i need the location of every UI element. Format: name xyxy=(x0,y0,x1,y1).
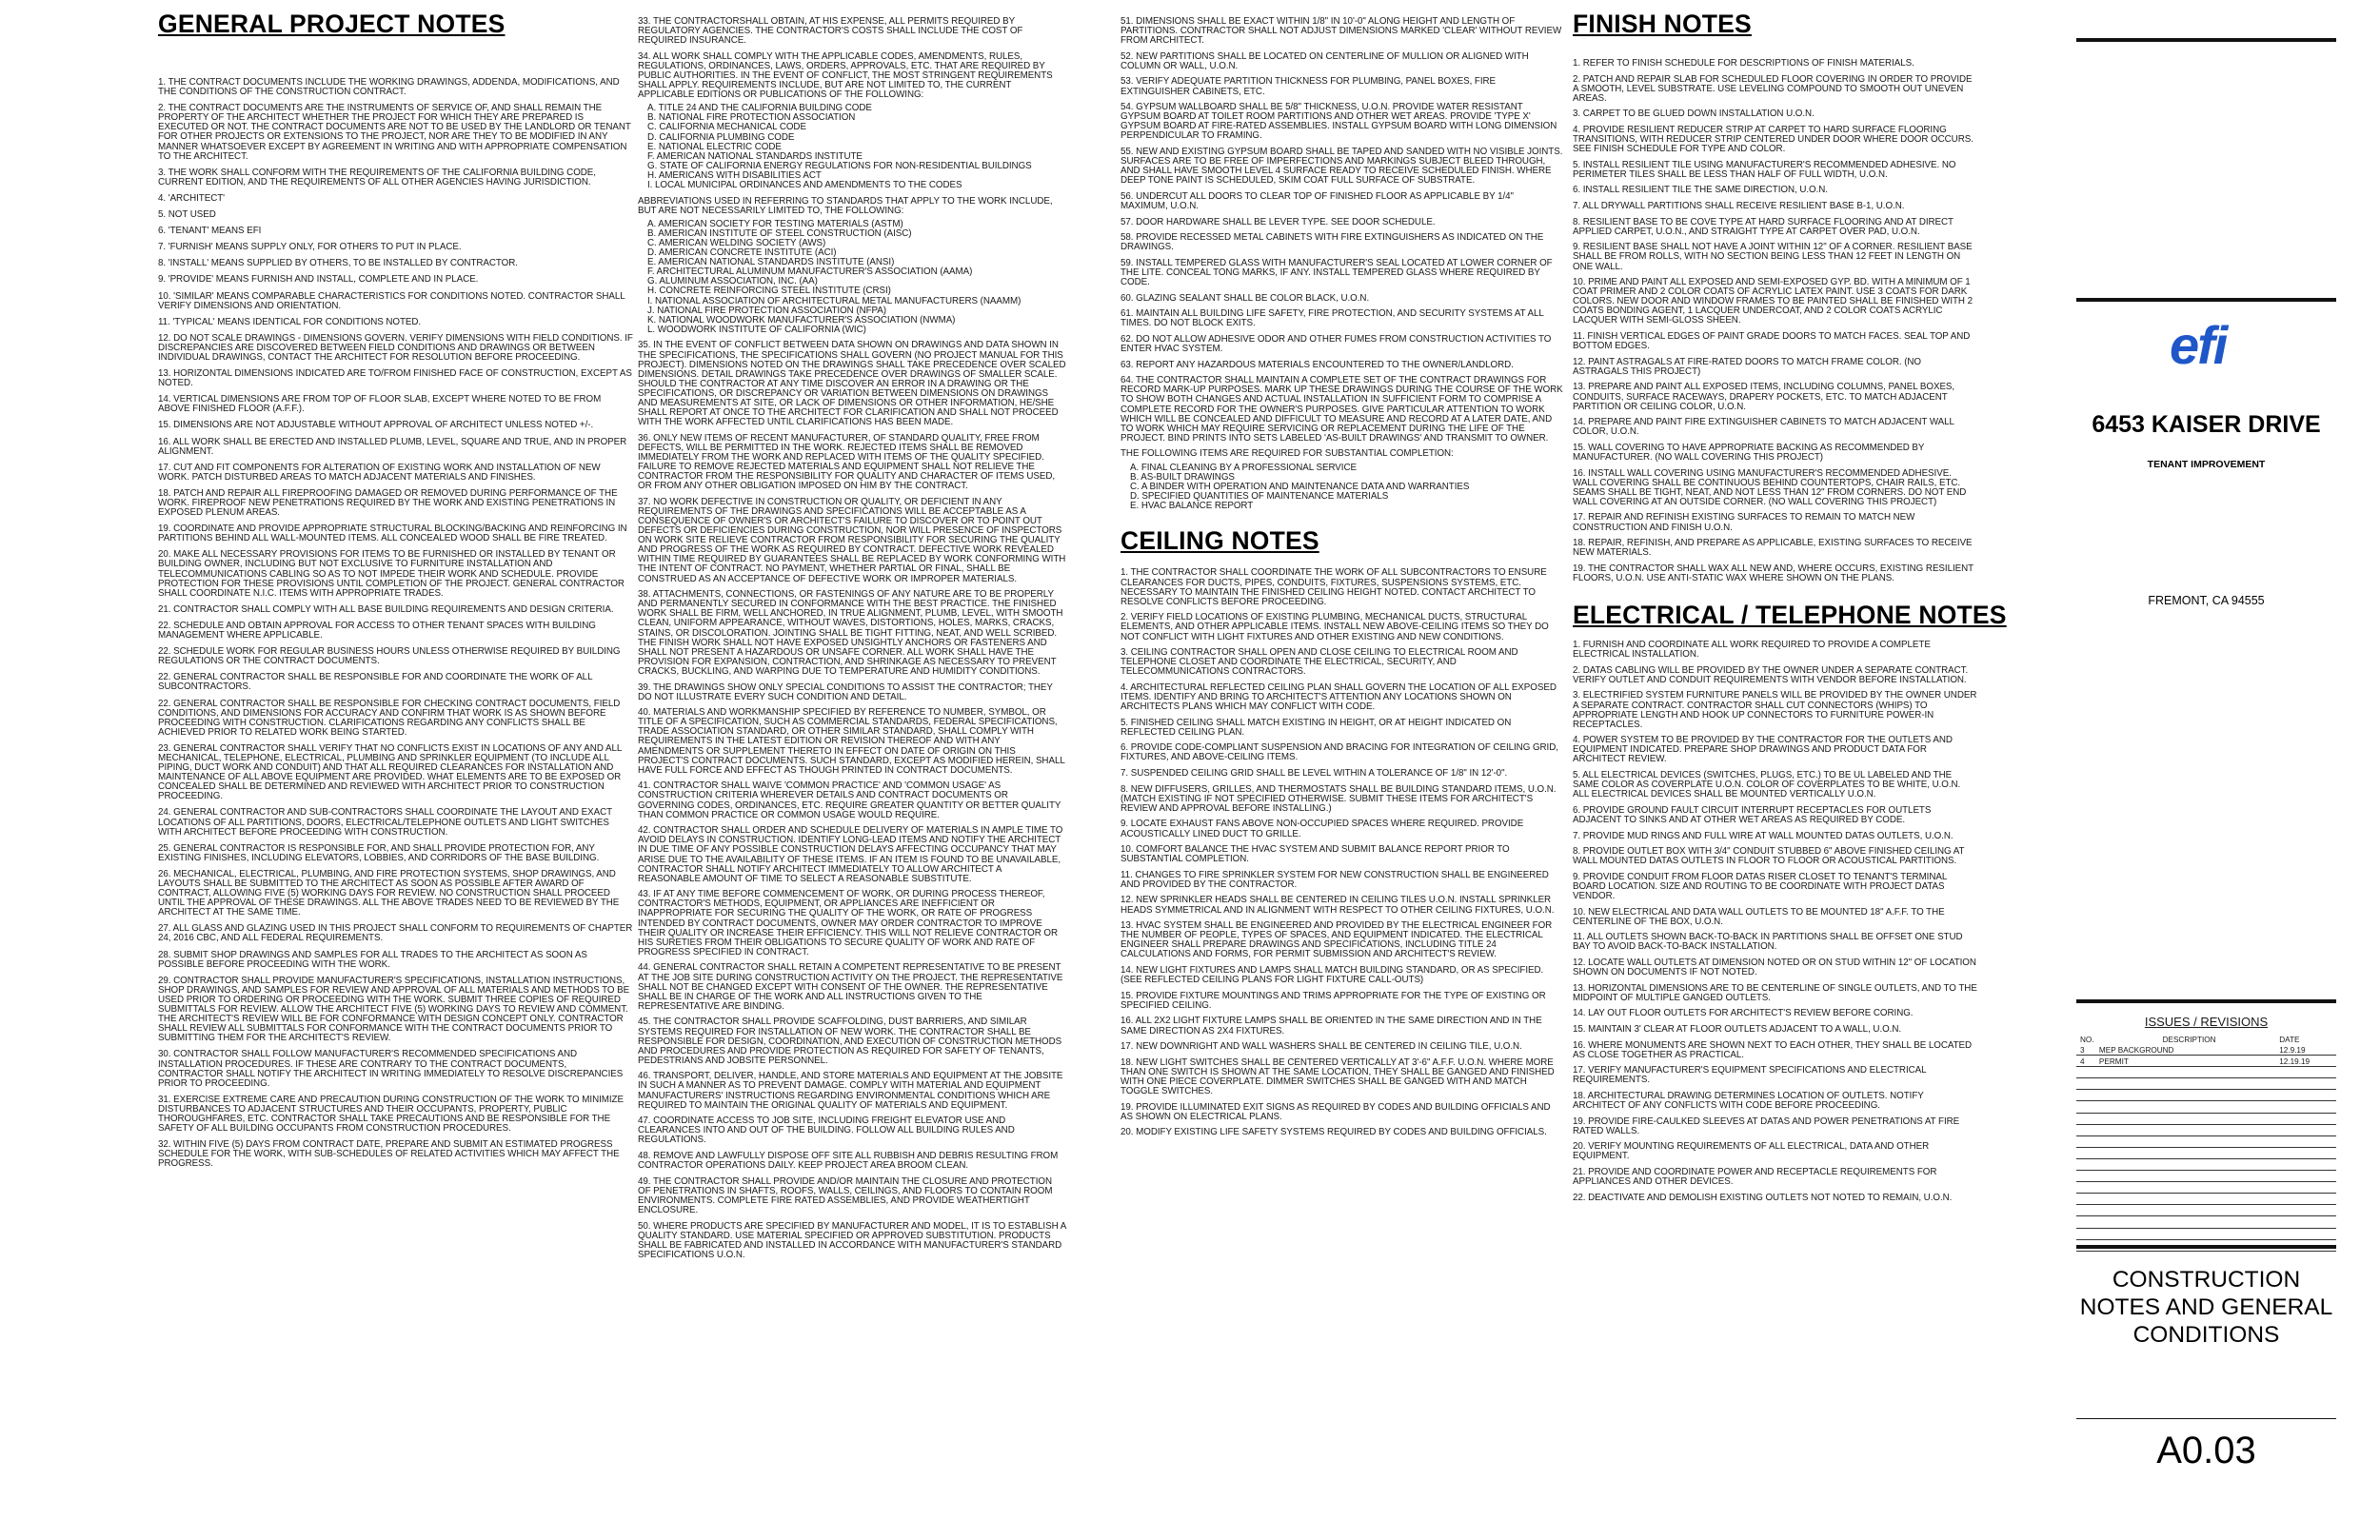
electrical-note-item: 12. LOCATE WALL OUTLETS AT DIMENSION NOTED OR ON STUD WITHIN 12" OF LOCATION SHOWN ON DOCUMENTS IF NOT NOTED. xyxy=(1573,957,1976,978)
revision-row xyxy=(2076,1205,2336,1216)
title-block-rule xyxy=(2076,298,2336,302)
electrical-note-item: 8. PROVIDE OUTLET BOX WITH 3/4" CONDUIT STUBBED 6" ABOVE FINISHED CEILING AT WALL MOUNTED DATAS OUTLETS IN FLOOR TO FLOOR OR ACOUSTICAL PARTITIONS. xyxy=(1573,846,1965,867)
ceiling-note-item: 7. SUSPENDED CEILING GRID SHALL BE LEVEL WITHIN A TOLERANCE OF 1/8" IN 12'-0". xyxy=(1121,768,1508,780)
general-note-text: 40. MATERIALS AND WORKMANSHIP SPECIFIED BY REFERENCE TO NUMBER, SYMBOL, OR TITLE OF A SPECIFICATION, SUCH AS COMMERCIAL STANDARDS, FEDERAL SPECIFICATIONS, TRADE ASSOCIATION STANDARD, OR OTHER SIMILAR STANDARD, SHALL COMPLY WITH REQUIREMENTS IN THE LATEST EDITION OR REVISION THEREOF AND WITH ANY AMENDMENTS OR SUPPLEMENT THERETO IN EFFECT ON DATE OF ORIGIN ON THIS PROJECT'S CONTRACT DOCUMENTS. SUCH STANDARD, EXCEPT AS MODIFIED HEREIN, SHALL HAVE FULL FORCE AND EFFECT AS THOUGH PRINTED IN CONTRACT DOCUMENTS. xyxy=(638,707,1065,776)
electrical-note-item: 14. LAY OUT FLOOR OUTLETS FOR ARCHITECT'S REVIEW BEFORE CORING. xyxy=(1573,1008,1914,1019)
project-location: FREMONT, CA 94555 xyxy=(2148,594,2265,607)
finish-notes-list xyxy=(1573,59,1977,583)
general-note-item: 59. INSTALL TEMPERED GLASS WITH MANUFACTURER'S SEAL LOCATED AT LOWER CORNER OF THE LITE. CONCEAL TONG MARKS, IF ANY. INSTALL TEMPERED GLASS WHERE REQUIRED BY CODE. xyxy=(1121,257,1553,288)
general-note-item: 62. DO NOT ALLOW ADHESIVE ODOR AND OTHER FUMES FROM CONSTRUCTION ACTIVITIES TO ENTER HVAC SYSTEM. xyxy=(1121,333,1552,355)
general-note-subitem: D. CALIFORNIA PLUMBING CODE xyxy=(647,131,795,143)
general-note-subitem: B. AMERICAN INSTITUTE OF STEEL CONSTRUCTION (AISC) xyxy=(647,227,912,239)
general-note-item xyxy=(638,1072,1066,1110)
electrical-note-item: 2. DATAS CABLING WILL BE PROVIDED BY THE OWNER UNDER A SEPARATE CONTRACT. VERIFY OUTLET AND CONDUIT REQUIREMENTS WITH VENDOR BEFORE INSTALLATION. xyxy=(1573,664,1969,685)
general-note-item xyxy=(638,708,1066,776)
general-note-text: 33. THE CONTRACTORSHALL OBTAIN, AT HIS EXPENSE, ALL PERMITS REQUIRED BY REGULATORY AGENCIES. THE CONTRACTOR'S COSTS SHALL INCLUDE THE COST OF REQUIRED INSURANCE. xyxy=(638,16,1023,47)
general-note-subitem: J. NATIONAL FIRE PROTECTION ASSOCIATION (NFPA) xyxy=(647,305,886,316)
revision-row xyxy=(2076,1216,2336,1228)
revision-row xyxy=(2076,1078,2336,1090)
rev-header-desc: DESCRIPTION xyxy=(2162,1036,2216,1044)
finish-note-item: 1. REFER TO FINISH SCHEDULE FOR DESCRIPTIONS OF FINISH MATERIALS. xyxy=(1573,58,1914,69)
ceiling-note-item: 9. LOCATE EXHAUST FANS ABOVE NON-OCCUPIED SPACES WHERE REQUIRED. PROVIDE ACOUSTICALLY LINED DUCT TO GRILLE. xyxy=(1121,819,1524,839)
general-note-item xyxy=(638,590,1066,677)
revision-row xyxy=(2076,1136,2336,1148)
sheet-number: A0.03 xyxy=(2156,1430,2256,1471)
electrical-note-item: 1. FURNISH AND COORDINATE ALL WORK REQUIRED TO PROVIDE A COMPLETE ELECTRICAL INSTALLATION. xyxy=(1573,640,1931,661)
general-note-item: 17. CUT AND FIT COMPONENTS FOR ALTERATION OF EXISTING WORK AND INSTALLATION OF NEW WORK. PATCH DISTURBED AREAS TO MATCH ADJACENT MATERIALS AND FINISHES. xyxy=(158,462,601,483)
ceiling-note-item: 2. VERIFY FIELD LOCATIONS OF EXISTING PLUMBING, MECHANICAL DUCTS, STRUCTURAL ELEMENTS, AND OTHER APPLICABLE ITEMS. INSTALL NEW ABOVE-CEILING ITEMS SO THEY DO NOT CONFLICT WITH LIGHT FIXTURES AND OTHER EXISTING AND NEW CONDITIONS. xyxy=(1121,612,1549,642)
general-note-subitem: E. AMERICAN NATIONAL STANDARDS INSTITUTE (ANSI) xyxy=(647,257,895,268)
general-note-subitem: C. CALIFORNIA MECHANICAL CODE xyxy=(647,122,806,133)
ceiling-note-item: 6. PROVIDE CODE-COMPLIANT SUSPENSION AND BRACING FOR INTEGRATION OF CEILING GRID, FIXTURES, AND ABOVE-CEILING ITEMS. xyxy=(1121,742,1558,763)
revisions-title: ISSUES / REVISIONS xyxy=(2144,1015,2269,1029)
electrical-note-item: 20. VERIFY MOUNTING REQUIREMENTS OF ALL ELECTRICAL, DATA AND OTHER EQUIPMENT. xyxy=(1573,1141,1930,1162)
finish-note-item: 7. ALL DRYWALL PARTITIONS SHALL RECEIVE RESILIENT BASE B-1, U.O.N. xyxy=(1573,201,1905,212)
finish-note-item: 6. INSTALL RESILIENT TILE THE SAME DIRECTION, U.O.N. xyxy=(1573,185,1828,196)
general-note-text: 35. IN THE EVENT OF CONFLICT BETWEEN DATA SHOWN ON DRAWINGS AND DATA SHOWN IN THE SPECIFICATIONS, THE SPECIFICATIONS SHALL GOVERN (NO PROJECT MANUAL FOR THIS PROJECT). DIMENSIONS NOTED ON THE DRAWINGS SHALL TAKE PRECEDENCE OVER SCALED DIMENSIONS. DETAIL DRAWINGS TAKE PRECEDENCE OVER DRAWINGS OF SMALLER SCALE. SHOULD THE CONTRACTOR AT ANY TIME DISCOVER AN ERROR IN A DRAWING OR THE SPECIFICATIONS, OR DISCREPANCY OR VARIATION BETWEEN DIMENSIONS ON DRAWINGS AND MEASUREMENTS AT SITE, OR LACK OF DIMENSIONS OR OTHER INFORMATION, HE/SHE SHALL REPORT AT ONCE TO THE ARCHITECT FOR CLARIFICATION AND SHALL NOT PROCEED WITH THE WORK AFFECTED UNTIL CLARIFICATIONS HAS BEEN MADE. xyxy=(638,340,1066,428)
electrical-note-item: 22. DEACTIVATE AND DEMOLISH EXISTING OUTLETS NOT NOTED TO REMAIN, U.O.N. xyxy=(1573,1192,1953,1203)
completion-item: E. HVAC BALANCE REPORT xyxy=(1130,501,1254,512)
project-type: TENANT IMPROVEMENT xyxy=(2147,459,2266,470)
general-note-text: 49. THE CONTRACTOR SHALL PROVIDE AND/OR MAINTAIN THE CLOSURE AND PROTECTION OF PENETRATIONS IN SHAFTS, ROOFS, WALLS, CEILINGS, AND FLOORS TO CONTAIN ROOM ENVIRONMENTS. COMPLETE FIRE RATED ASSEMBLIES, AND PROVIDE WEATHERTIGHT ENCLOSURE. xyxy=(638,1175,1053,1215)
general-note-item xyxy=(638,1017,1066,1065)
general-note-item: 2. THE CONTRACT DOCUMENTS ARE THE INSTRUMENTS OF SERVICE OF, AND SHALL REMAIN THE PROPERTY OF THE ARCHITECT WHETHER THE PROJECT FOR WHICH THEY ARE PREPARED IS EXECUTED OR NOT. THE CONTRACT DOCUMENTS ARE NOT TO BE USED BY THE LANDLORD OR TENANT FOR OTHER PROJECTS OR EXTENSIONS TO THE PROJECT, NOR ARE THEY TO BE MODIFIED IN ANY MANNER WHATSOEVER EXCEPT BY AGREEMENT IN WRITING AND WITH APPROPRIATE COMPENSATION TO THE ARCHITECT. xyxy=(158,103,631,162)
general-notes-list-2 xyxy=(638,17,1066,1260)
general-note-item: 22. SCHEDULE AND OBTAIN APPROVAL FOR ACCESS TO OTHER TENANT SPACES WITH BUILDING MANAGEMENT WHERE APPLICABLE. xyxy=(158,620,596,642)
finish-note-item: 9. RESILIENT BASE SHALL NOT HAVE A JOINT WITHIN 12" OF A CORNER. RESILIENT BASE SHALL BE FROM ROLLS, WITH NO SECTION BEING LESS THAN 12 FEET IN LENGTH ON ONE WALL. xyxy=(1573,242,1973,272)
general-note-subitem: G. ALUMINUM ASSOCIATION, INC. (AA) xyxy=(647,276,818,287)
finish-note-item: 15. WALL COVERING TO HAVE APPROPRIATE BACKING AS RECOMMENDED BY MANUFACTURER. (NO WALL COVERING THIS PROJECT) xyxy=(1573,442,1925,463)
revision-row xyxy=(2076,1194,2336,1205)
completion-item: A. FINAL CLEANING BY A PROFESSIONAL SERVICE xyxy=(1130,462,1357,473)
general-note-item xyxy=(638,17,1066,46)
general-note-item: 56. UNDERCUT ALL DOORS TO CLEAR TOP OF FINISHED FLOOR AS APPLICABLE BY 1/4" MAXIMUM, U.O.N. xyxy=(1121,190,1514,211)
general-note-item xyxy=(638,683,1066,702)
general-note-item: 10. 'SIMILAR' MEANS COMPARABLE CHARACTERISTICS FOR CONDITIONS NOTED. CONTRACTOR SHALL VERIFY DIMENSIONS AND ORIENTATION. xyxy=(158,290,625,311)
ceiling-note-item: 15. PROVIDE FIXTURE MOUNTINGS AND TRIMS APPROPRIATE FOR THE TYPE OF EXISTING OR SPECIFIED CEILING. xyxy=(1121,990,1546,1011)
revision-no: 3 xyxy=(2080,1046,2085,1056)
ceiling-note-item: 16. ALL 2X2 LIGHT FIXTURE LAMPS SHALL BE ORIENTED IN THE SAME DIRECTION AND IN THE SAME DIRECTION AS 2X4 FIXTURES. xyxy=(1121,1016,1542,1037)
revision-row xyxy=(2076,1044,2336,1056)
finish-note-item: 8. RESILIENT BASE TO BE COVE TYPE AT HARD SURFACE FLOORING AND AT DIRECT APPLIED CARPET, U.O.N., AND STRAIGHT TYPE AT CARPET OVER PAD, U.O.N. xyxy=(1573,216,1954,237)
finish-note-item: 2. PATCH AND REPAIR SLAB FOR SCHEDULED FLOOR COVERING IN ORDER TO PROVIDE A SMOOTH, LEVEL SUBSTRATE. USE LEVELING COMPOUND TO SMOOTH OUT UNEVEN AREAS. xyxy=(1573,73,1973,104)
general-note-item: 9. 'PROVIDE' MEANS FURNISH AND INSTALL, COMPLETE AND IN PLACE. xyxy=(158,274,479,286)
general-note-item: 22. GENERAL CONTRACTOR SHALL BE RESPONSIBLE FOR AND COORDINATE THE WORK OF ALL SUBCONTRACTORS. xyxy=(158,672,593,693)
sheet-title: CONSTRUCTION NOTES AND GENERAL CONDITIONS xyxy=(2079,1267,2333,1348)
general-note-text: 37. NO WORK DEFECTIVE IN CONSTRUCTION OR QUALITY, OR DEFICIENT IN ANY REQUIREMENTS OF THE DRAWINGS AND SPECIFICATIONS WILL BE ACCEPTABLE AS A CONSEQUENCE OF OWNER'S OR ARCHITECT'S FAILURE TO DISCOVER OR TO POINT OUT DEFECTS OR DEFICIENCIES DURING CONSTRUCTION, NOR WILL PRESENCE OF INSPECTORS ON WORK SITE RELIEVE CONTRACTOR FROM RESPONSIBILITY FOR SECURING THE QUALITY AND PROGRESS OF THE WORK AS REQUIRED BY CONTRACT. DEFECTIVE WORK REVEALED WITHIN TIME REQUIRED BY GUARANTEES SHALL BE REPLACED BY WORK CONFORMING WITH THE INTENT OF CONTRACT. NO PAYMENT, WHETHER PARTIAL OR FINAL, SHALL BE CONSTRUED AS AN ACCEPTANCE OF DEFECTIVE WORK OR IMPROPER MATERIALS. xyxy=(638,496,1066,584)
general-note-subitem: E. NATIONAL ELECTRIC CODE xyxy=(647,141,782,152)
revision-row xyxy=(2076,1159,2336,1171)
revision-row xyxy=(2076,1090,2336,1101)
finish-notes-title: FINISH NOTES xyxy=(1573,10,1752,38)
general-note-item xyxy=(638,826,1066,884)
general-note-item xyxy=(638,341,1066,427)
electrical-note-item: 7. PROVIDE MUD RINGS AND FULL WIRE AT WALL MOUNTED DATAS OUTLETS, U.O.N. xyxy=(1573,830,1954,841)
general-note-item: 28. SUBMIT SHOP DRAWINGS AND SAMPLES FOR ALL TRADES TO THE ARCHITECT AS SOON AS POSSIBLE BEFORE PROCEEDING WITH THE WORK. xyxy=(158,949,587,970)
general-note-item: 54. GYPSUM WALLBOARD SHALL BE 5/8" THICKNESS, U.O.N. PROVIDE WATER RESISTANT GYPSUM BOARD AT TOILET ROOM PARTITIONS AND OTHER WET AREAS. PROVIDE 'TYPE X' GYPSUM BOARD AT FIRE-RATED ASSEMBLIES. INSTALL GYPSUM BOARD WITH LONG DIMENSION PERPENDICULAR TO FRAMING. xyxy=(1121,102,1557,142)
general-notes-title: GENERAL PROJECT NOTES xyxy=(158,10,506,38)
electrical-note-item: 3. ELECTRIFIED SYSTEM FURNITURE PANELS WILL BE PROVIDED BY THE OWNER UNDER A SEPARATE CONTRACT. CONTRACTOR SHALL CUT CONNECTORS (WHIPS) TO APPROPRIATE LENGTH AND HOOK UP CONNECTORS TO FURNITURE POWER-IN RECEPTACLES. xyxy=(1573,690,1977,730)
general-note-text: 34. ALL WORK SHALL COMPLY WITH THE APPLICABLE CODES, AMENDMENTS, RULES, REGULATIONS, ORDINANCES, LAWS, ORDERS, APPROVALS, ETC. THAT ARE REQUIRED BY PUBLIC AUTHORITIES. IN THE EVENT OF CONFLICT, THE MOST STRINGENT REQUIREMENTS SHALL APPLY. REQUIREMENTS INCLUDE, BUT ARE NOT LIMITED TO, THE CURRENT APPLICABLE EDITIONS OR PUBLICATIONS OF THE FOLLOWING: xyxy=(638,50,1053,101)
general-note-subitem: A. AMERICAN SOCIETY FOR TESTING MATERIALS (ASTM) xyxy=(647,218,903,229)
general-note-item xyxy=(638,1222,1066,1260)
electrical-note-item: 19. PROVIDE FIRE-CAULKED SLEEVES AT DATAS AND POWER PENETRATIONS AT FIRE RATED WALLS. xyxy=(1573,1116,1960,1136)
revision-date: 12.9.19 xyxy=(2279,1046,2306,1056)
ceiling-notes-title: CEILING NOTES xyxy=(1121,526,1319,556)
general-note-subitem: K. NATIONAL WOODWORK MANUFACTURER'S ASSOCIATION (NWMA) xyxy=(647,314,956,326)
ceiling-note-item: 19. PROVIDE ILLUMINATED EXIT SIGNS AS REQUIRED BY CODES AND BUILDING OFFICIALS AND AS SHOWN ON ELECTRICAL PLANS. xyxy=(1121,1101,1551,1122)
ceiling-note-item: 17. NEW DOWNRIGHT AND WALL WASHERS SHALL BE CENTERED IN CEILING TILE, U.O.N. xyxy=(1121,1041,1522,1053)
revision-row xyxy=(2076,1182,2336,1194)
title-block-rule xyxy=(2076,999,2336,1003)
general-note-item: 25. GENERAL CONTRACTOR IS RESPONSIBLE FOR, AND SHALL PROVIDE PROTECTION FOR, ANY EXISTING FINISHES, INCLUDING ELEVATORS, LOBBIES, AND CORRIDORS OF THE BASE BUILDING. xyxy=(158,842,600,863)
general-note-text: ABBREVIATIONS USED IN REFERRING TO STANDARDS THAT APPLY TO THE WORK INCLUDE, BUT ARE NOT NECESSARILY LIMITED TO, THE FOLLOWING: xyxy=(638,195,1053,216)
general-note-text: 47. COORDINATE ACCESS TO JOB SITE, INCLUDING FREIGHT ELEVATOR USE AND CLEARANCES INTO AND OUT OF THE BUILDING. FOLLOW ALL BUILDING RULES AND REGULATIONS. xyxy=(638,1116,1015,1146)
general-note-item: 13. HORIZONTAL DIMENSIONS INDICATED ARE TO/FROM FINISHED FACE OF CONSTRUCTION, EXCEPT AS NOTED. xyxy=(158,368,632,389)
rev-header-date: DATE xyxy=(2279,1036,2300,1044)
ceiling-note-item: 13. HVAC SYSTEM SHALL BE ENGINEERED AND PROVIDED BY THE ELECTRICAL ENGINEER FOR THE NUMBER OF PEOPLE, TYPES OF SPACES, AND EQUIPMENT INDICATED. THE ELECTRICAL ENGINEER SHALL PREPARE DRAWINGS AND SPECIFICATIONS, INCLUDING TITLE 24 CALCULATIONS AND FORMS, FOR PERMIT SUBMISSION AND ARCHITECT'S REVIEW. xyxy=(1121,920,1553,960)
electrical-note-item: 4. POWER SYSTEM TO BE PROVIDED BY THE CONTRACTOR FOR THE OUTLETS AND EQUIPMENT INDICATED. PREPARE SHOP DRAWINGS AND PRODUCT DATA FOR ARCHITECT REVIEW. xyxy=(1573,735,1953,765)
finish-note-item: 10. PRIME AND PAINT ALL EXPOSED AND SEMI-EXPOSED GYP. BD. WITH A MINIMUM OF 1 COAT PRIMER AND 2 COLOR COATS OF ACRYLIC LATEX PAINT. USE 3 COATS FOR DARK COLORS. NEW DOOR AND WINDOW FRAMES TO BE PAINTED SHALL BE FINISHED WITH 2 COATS BONDING AGENT, 1 LACQUER UNDERCOAT, AND 2 COLOR COATS ACRYLIC LACQUER WITH SEMI-GLOSS SHEEN. xyxy=(1573,277,1973,326)
general-note-item: 22. GENERAL CONTRACTOR SHALL BE RESPONSIBLE FOR CHECKING CONTRACT DOCUMENTS, FIELD CONDITIONS, AND DIMENSIONS FOR ACCURACY AND CONFIRM THAT WORK IS AS SHOWN BEFORE PROCEEDING WITH CONSTRUCTION. CLARIFICATIONS REGARDING ANY CONFLICTS SHALL BE ACHIEVED PRIOR TO RELATED WORK BEING STARTED. xyxy=(158,698,621,738)
ceiling-note-item: 18. NEW LIGHT SWITCHES SHALL BE CENTERED VERTICALLY AT 3'-6" A.F.F. U.O.N. WHERE MORE THAN ONE SWITCH IS SHOWN AT THE SAME LOCATION, THEY SHALL BE GANGED AND FINISHED WITH ONE PIECE COVERPLATE. DIMMER SWITCHES SHALL BE GANGED WITH AND MATCH TOGGLE SWITCHES. xyxy=(1121,1056,1555,1096)
general-note-item xyxy=(638,434,1066,492)
rev-header-no: NO. xyxy=(2080,1036,2094,1044)
general-note-text: 43. IF AT ANY TIME BEFORE COMMENCEMENT OF WORK, OR DURING PROCESS THEREOF, CONTRACTOR'S METHODS, EQUIPMENT, OR APPLIANCES ARE INEFFICIENT OR INAPPROPRIATE FOR SECURING THE QUALITY OF THE WORK, OR RATE OF PROGRESS INTENDED BY CONTRACT DOCUMENTS, OWNER MAY ORDER CONTRACTOR TO IMPROVE THEIR QUALITY OR INCREASE THEIR EFFICIENCY. THIS WILL NOT RELIEVE CONTRACTOR OR HIS SURETIES FROM THEIR OBLIGATIONS TO SECURE QUALITY OF WORK AND RATE OF PROGRESS SPECIFIED IN CONTRACT. xyxy=(638,889,1058,958)
general-note-text: 44. GENERAL CONTRACTOR SHALL RETAIN A COMPETENT REPRESENTATIVE TO BE PRESENT AT THE JOB SITE DURING CONSTRUCTION ACTIVITY ON THE PROJECT. THE REPRESENTATIVE SHALL NOT BE CHANGED EXCEPT WITH CONSENT OF THE OWNER. THE REPRESENTATIVE SHALL BE IN CHARGE OF THE WORK AND ALL INSTRUCTIONS GIVEN TO THE REPRESENTATIVE ARE BINDING. xyxy=(638,962,1063,1012)
revision-row xyxy=(2076,1067,2336,1078)
general-note-sublist xyxy=(638,220,1066,335)
general-note-item: 5. NOT USED xyxy=(158,209,216,221)
general-note-item: 20. MAKE ALL NECESSARY PROVISIONS FOR ITEMS TO BE FURNISHED OR INSTALLED BY TENANT OR BUILDING OWNER, INCLUDING BUT NOT EXCLUSIVE TO FURNITURE INSTALLATION AND TELECOMMUNICATIONS CABLING SO AS TO NOT IMPEDE THEIR WORK AND SCHEDULE. PROVIDE PROTECTION FOR THESE PROVISIONS UNTIL COMPLETION OF THE PROJECT. GENERAL CONTRACTOR SHALL COORDINATE N.I.C. ITEMS WITH APPROPRIATE TRADES. xyxy=(158,549,625,599)
ceiling-notes-list xyxy=(1121,568,1563,1137)
general-note-item: 24. GENERAL CONTRACTOR AND SUB-CONTRACTORS SHALL COORDINATE THE LAYOUT AND EXACT LOCATIONS OF ALL PARTITIONS, DOORS, ELECTRICAL/TELEPHONE OUTLETS AND LIGHT SWITCHES WITH ARCHITECT BEFORE PROCEEDING WITH CONSTRUCTION. xyxy=(158,807,612,838)
revisions-rows xyxy=(2076,1044,2336,1252)
electrical-note-item: 21. PROVIDE AND COORDINATE POWER AND RECEPTACLE REQUIREMENTS FOR APPLIANCES AND OTHER DEVICES. xyxy=(1573,1166,1937,1188)
general-note-item: 27. ALL GLASS AND GLAZING USED IN THIS PROJECT SHALL CONFORM TO REQUIREMENTS OF CHAPTER 24, 2016 CBC, AND ALL FEDERAL REQUIREMENTS. xyxy=(158,923,633,944)
finish-note-item: 4. PROVIDE RESILIENT REDUCER STRIP AT CARPET TO HARD SURFACE FLOORING TRANSITIONS, WITH REDUCER STRIP CENTERED UNDER DOOR WHERE DOOR OCCURS. SEE FINISH SCHEDULE FOR TYPE AND COLOR. xyxy=(1573,124,1973,155)
electrical-note-item: 6. PROVIDE GROUND FAULT CIRCUIT INTERRUPT RECEPTACLES FOR OUTLETS ADJACENT TO SINKS AND AT OTHER WET AREAS AS REQUIRED BY CODE. xyxy=(1573,804,1932,825)
title-block-rule xyxy=(2076,1245,2336,1249)
general-notes-list-3 xyxy=(1121,17,1563,459)
electrical-note-item: 18. ARCHITECTURAL DRAWING DETERMINES LOCATION OF OUTLETS. NOTIFY ARCHITECT OF ANY CONFLICTS WITH CODE BEFORE PROCEEDING. xyxy=(1573,1090,1924,1111)
ceiling-note-item: 12. NEW SPRINKLER HEADS SHALL BE CENTERED IN CEILING TILES U.O.N. INSTALL SPRINKLER HEADS SYMMETRICAL AND IN ALIGNMENT WITH RESPECT TO OTHER CEILING FIXTURES, U.O.N. xyxy=(1121,895,1555,916)
electrical-note-item: 15. MAINTAIN 3' CLEAR AT FLOOR OUTLETS ADJACENT TO A WALL, U.O.N. xyxy=(1573,1023,1902,1035)
finish-note-item: 5. INSTALL RESILIENT TILE USING MANUFACTURER'S RECOMMENDED ADHESIVE. NO PERIMETER TILES SHALL BE LESS THAN HALF OF FULL WIDTH, U.O.N. xyxy=(1573,159,1956,180)
general-note-item: 57. DOOR HARDWARE SHALL BE LEVER TYPE. SEE DOOR SCHEDULE. xyxy=(1121,216,1436,227)
general-notes-column-2 xyxy=(638,0,1066,1266)
general-note-item: 32. WITHIN FIVE (5) DAYS FROM CONTRACT DATE, PREPARE AND SUBMIT AN ESTIMATED PROGRESS SCHEDULE FOR THE WORK, WITH SUB-SCHEDULES OF RELATED ACTIVITIES WHICH MAY AFFECT THE PROGRESS. xyxy=(158,1139,620,1170)
general-note-item: 8. 'INSTALL' MEANS SUPPLIED BY OTHERS, TO BE INSTALLED BY CONTRACTOR. xyxy=(158,258,518,269)
general-note-subitem: C. AMERICAN WELDING SOCIETY (AWS) xyxy=(647,237,826,248)
title-block-rule xyxy=(2076,1418,2336,1419)
ceiling-note-item: 11. CHANGES TO FIRE SPRINKLER SYSTEM FOR NEW CONSTRUCTION SHALL BE ENGINEERED AND PROVIDED BY THE CONTRACTOR. xyxy=(1121,869,1549,890)
finish-note-item: 14. PREPARE AND PAINT FIRE EXTINGUISHER CABINETS TO MATCH ADJACENT WALL COLOR, U.O.N. xyxy=(1573,417,1954,438)
completion-item: B. AS-BUILT DRAWINGS xyxy=(1130,472,1235,484)
finish-note-item: 19. THE CONTRACTOR SHALL WAX ALL NEW AND, WHERE OCCURS, EXISTING RESILIENT FLOORS, U.O.N. USE ANTI-STATIC WAX WHERE SHOWN ON THE PLANS. xyxy=(1573,563,1973,583)
general-note-item: 19. COORDINATE AND PROVIDE APPROPRIATE STRUCTURAL BLOCKING/BACKING AND REINFORCING IN PARTITIONS BEHIND ALL WALL-MOUNTED ITEMS. ALL CONCEALED WOOD SHALL BE FIRE TREATED. xyxy=(158,523,627,544)
general-note-item: 22. SCHEDULE WORK FOR REGULAR BUSINESS HOURS UNLESS OTHERWISE REQUIRED BY BUILDING REGULATIONS OR THE CONTRACT DOCUMENTS. xyxy=(158,646,621,667)
general-note-text: 48. REMOVE AND LAWFULLY DISPOSE OFF SITE ALL RUBBISH AND DEBRIS RESULTING FROM CONTRACTOR OPERATIONS DAILY. KEEP PROJECT AREA BROOM CLEAN. xyxy=(638,1151,1059,1172)
electrical-notes-list xyxy=(1573,641,1977,1203)
general-note-subitem: I. LOCAL MUNICIPAL ORDINANCES AND AMENDMENTS TO THE CODES xyxy=(647,180,962,190)
finish-note-item: 11. FINISH VERTICAL EDGES OF PAINT GRADE DOORS TO MATCH FACES. SEAL TOP AND BOTTOM EDGES. xyxy=(1573,331,1971,352)
general-note-item: 26. MECHANICAL, ELECTRICAL, PLUMBING, AND FIRE PROTECTION SYSTEMS, SHOP DRAWINGS, AND LAYOUTS SHALL BE SUBMITTED TO THE ARCHITECT AS SOON AS POSSIBLE AFTER AWARD OF CONTRACT, ALLOWING FIVE (5) WORKING DAYS FOR REVIEW. NO CONSTRUCTION SHALL PROCEED UNTIL THE APPROVAL OF THESE DRAWINGS. ALL THE ABOVE TRADES NEED TO BE REVIEWED BY THE ARCHITECT AT THE SAME TIME. xyxy=(158,868,620,918)
general-note-item: 63. REPORT ANY HAZARDOUS MATERIALS ENCOUNTERED TO THE OWNER/LANDLORD. xyxy=(1121,359,1514,370)
revision-desc: PERMIT xyxy=(2098,1057,2129,1067)
ceiling-note-item: 20. MODIFY EXISTING LIFE SAFETY SYSTEMS REQUIRED BY CODES AND BUILDING OFFICIALS. xyxy=(1121,1127,1547,1138)
electrical-note-item: 5. ALL ELECTRICAL DEVICES (SWITCHES, PLUGS, ETC.) TO BE UL LABELED AND THE SAME COLOR AS COVERPLATE U.O.N. COLOR OF COVERPLATES TO BE WHITE, U.O.N. ALL ELECTRICAL DEVICES SHALL BE MOUNTED VERTICALLY U.O.N. xyxy=(1573,770,1961,800)
ceiling-note-item: 5. FINISHED CEILING SHALL MATCH EXISTING IN HEIGHT, OR AT HEIGHT INDICATED ON REFLECTED CEILING PLAN. xyxy=(1121,717,1512,738)
general-note-item xyxy=(638,52,1066,190)
general-note-subitem: H. CONCRETE REINFORCING STEEL INSTITUTE (CRSI) xyxy=(647,286,891,297)
revision-date: 12.19.19 xyxy=(2279,1057,2311,1067)
completion-item: D. SPECIFIED QUANTITIES OF MAINTENANCE MATERIALS xyxy=(1130,491,1389,503)
revision-row xyxy=(2076,1114,2336,1125)
general-note-item: 61. MAINTAIN ALL BUILDING LIFE SAFETY, FIRE PROTECTION, AND SECURITY SYSTEMS AT ALL TIMES. DO NOT BLOCK EXITS. xyxy=(1121,308,1544,329)
general-note-item: 23. GENERAL CONTRACTOR SHALL VERIFY THAT NO CONFLICTS EXIST IN LOCATIONS OF ANY AND ALL MECHANICAL, TELEPHONE, ELECTRICAL, PLUMBING AND SPRINKLER EQUIPMENT (TO INCLUDE ALL PIPING, DUCT WORK AND CONDUIT) AND THAT ALL REQUIRED CLEARANCES FOR INSTALLATION AND MAINTENANCE OF ALL ABOVE EQUIPMENT ARE PROVIDED. WHAT ELEMENTS ARE TO BE EXPOSED OR CONCEALED SHALL BE DETERMINED AND REVIEWED WITH ARCHITECT PRIOR TO CONSTRUCTION PROCEEDING. xyxy=(158,742,622,802)
general-note-item: 21. CONTRACTOR SHALL COMPLY WITH ALL BASE BUILDING REQUIREMENTS AND DESIGN CRITERIA. xyxy=(158,603,614,615)
general-note-text: 42. CONTRACTOR SHALL ORDER AND SCHEDULE DELIVERY OF MATERIALS IN AMPLE TIME TO AVOID DELAYS IN CONSTRUCTION. IDENTIFY LONG-LEAD ITEMS AND NOTIFY THE ARCHITECT IN DUE TIME OF ANY POSSIBLE CONSTRUCTION DELAYS AFFECTING OCCUPANCY THAT MAY ARISE DUE TO THE AVAILABILITY OF THESE ITEMS. IF AN ITEM IS FOUND TO BE UNAVAILABLE, CONTRACTOR SHALL NOTIFY ARCHITECT IMMEDIATELY TO ALLOW ARCHITECT A REASONABLE AMOUNT OF TIME TO SELECT A REASONABLE SUBSTITUTE. xyxy=(638,825,1063,884)
ceiling-note-item: 1. THE CONTRACTOR SHALL COORDINATE THE WORK OF ALL SUBCONTRACTORS TO ENSURE CLEARANCES FOR DUCTS, PIPES, CONDUITS, FIXTURES, SUSPENSIONS SYSTEMS, ETC. NECESSARY TO MAINTAIN THE FINISHED CEILING HEIGHT NOTED. CONTACT ARCHITECT TO RESOLVE CONFLICTS BEFORE PROCEEDING. xyxy=(1121,567,1547,607)
finish-note-item: 12. PAINT ASTRAGALS AT FIRE-RATED DOORS TO MATCH FRAME COLOR. (NO ASTRAGALS THIS PROJECT) xyxy=(1573,356,1922,377)
revision-row xyxy=(2076,1148,2336,1159)
general-note-subitem: B. NATIONAL FIRE PROTECTION ASSOCIATION xyxy=(647,112,856,124)
electrical-note-item: 16. WHERE MONUMENTS ARE SHOWN NEXT TO EACH OTHER, THEY SHALL BE LOCATED AS CLOSE TOGETHER AS PRACTICAL. xyxy=(1573,1039,1973,1060)
electrical-note-item: 13. HORIZONTAL DIMENSIONS ARE TO BE CENTERLINE OF SINGLE OUTLETS, AND TO THE MIDPOINT OF MULTIPLE GANGED OUTLETS. xyxy=(1573,982,1977,1003)
general-note-item: 58. PROVIDE RECESSED METAL CABINETS WITH FIRE EXTINGUISHERS AS INDICATED ON THE DRAWINGS. xyxy=(1121,232,1544,253)
general-note-subitem: G. STATE OF CALIFORNIA ENERGY REGULATIONS FOR NON-RESIDENTIAL BUILDINGS xyxy=(647,160,1032,171)
general-note-subitem: I. NATIONAL ASSOCIATION OF ARCHITECTURAL METAL MANUFACTURERS (NAAMM) xyxy=(647,295,1021,306)
general-note-item: 16. ALL WORK SHALL BE ERECTED AND INSTALLED PLUMB, LEVEL, SQUARE AND TRUE, AND IN PROPER ALIGNMENT. xyxy=(158,436,627,457)
electrical-notes-title: ELECTRICAL / TELEPHONE NOTES xyxy=(1573,601,2007,630)
general-note-item: 29. CONTRACTOR SHALL PROVIDE MANUFACTURER'S SPECIFICATIONS, INSTALLATION INSTRUCTIONS, SHOP DRAWINGS, AND SAMPLES FOR REVIEW AND APPROVAL OF ALL MATERIALS AND METHODS TO BE USED PRIOR TO ORDERING OR PROCEEDING WITH THE WORK. SUBMIT THREE COPIES OF REQUIRED SUBMITTALS FOR REVIEW. ALLOW THE ARCHITECT FIVE (5) WORKING DAYS TO REVIEW AND COMMENT. THE ARCHITECT'S REVIEW WILL BE FOR CONFORMANCE WITH DESIGN CONCEPT ONLY. CONTRACTOR SHALL REVIEW ALL SUBMITTALS FOR CONFORMANCE WITH THE CONTRACT DOCUMENTS PRIOR TO SUBMITTING THEM FOR THE ARCHITECT'S REVIEW. xyxy=(158,975,630,1044)
finish-note-item: 18. REPAIR, REFINISH, AND PREPARE AS APPLICABLE, EXISTING SURFACES TO RECEIVE NEW MATERIALS. xyxy=(1573,538,1973,559)
general-note-item: 11. 'TYPICAL' MEANS IDENTICAL FOR CONDITIONS NOTED. xyxy=(158,316,422,327)
general-note-sublist xyxy=(638,104,1066,190)
general-note-item: 3. THE WORK SHALL CONFORM WITH THE REQUIREMENTS OF THE CALIFORNIA BUILDING CODE, CURRENT EDITION, AND THE REQUIREMENTS OF ALL OTHER AGENCIES HAVING JURISDICTION. xyxy=(158,167,596,188)
general-note-item: 64. THE CONTRACTOR SHALL MAINTAIN A COMPLETE SET OF THE CONTRACT DRAWINGS FOR RECORD MARK-UP PURPOSES. MARK UP THESE DRAWINGS DURING THE COURSE OF THE WORK TO SHOW BOTH CHANGES AND ACTUAL INSTALLATION IN SUFFICIENT FORM TO COMPRISE A COMPLETE RECORD FOR THE OWNER'S PURPOSES. GIVE PARTICULAR ATTENTION TO WORK WHICH WILL BE CONCEALED AND DIFFICULT TO MEASURE AND RECORD AT A LATER DATE, AND TO WORK WHICH MAY REQUIRE SERVICING OR REPLACEMENT DURING THE LIFE OF THE PROJECT. BIND PRINTS INTO SETS LABELED 'AS-BUILT DRAWINGS' AND TRANSMIT TO OWNER. xyxy=(1121,375,1563,444)
general-note-item: 14. VERTICAL DIMENSIONS ARE FROM TOP OF FLOOR SLAB, EXCEPT WHERE NOTED TO BE FROM ABOVE FINISHED FLOOR (A.F.F.). xyxy=(158,394,602,415)
revisions-table xyxy=(2076,1033,2336,1252)
completion-items-list xyxy=(1121,464,1563,511)
general-note-item xyxy=(638,1116,1066,1145)
revision-row xyxy=(2076,1171,2336,1182)
general-note-subitem: F. AMERICAN NATIONAL STANDARDS INSTITUTE xyxy=(647,150,863,162)
general-note-item: THE FOLLOWING ITEMS ARE REQUIRED FOR SUBSTANTIAL COMPLETION: xyxy=(1121,448,1454,460)
general-note-item: 53. VERIFY ADEQUATE PARTITION THICKNESS FOR PLUMBING, PANEL BOXES, FIRE EXTINGUISHER CABINETS, ETC. xyxy=(1121,76,1497,97)
general-note-item: 15. DIMENSIONS ARE NOT ADJUSTABLE WITHOUT APPROVAL OF ARCHITECT UNLESS NOTED +/-. xyxy=(158,420,594,431)
general-note-text: 50. WHERE PRODUCTS ARE SPECIFIED BY MANUFACTURER AND MODEL, IT IS TO ESTABLISH A QUALITY STANDARD. USE MATERIAL SPECIFIED OR APPROVED SUBSTITUTION. PRODUCTS SHALL BE FABRICATED AND INSTALLED IN ACCORDANCE WITH MANUFACTURER'S STANDARD SPECIFICATIONS U.O.N. xyxy=(638,1220,1066,1260)
general-note-text: 38. ATTACHMENTS, CONNECTIONS, OR FASTENINGS OF ANY NATURE ARE TO BE PROPERLY AND PERMANENTLY SECURED IN CONFORMANCE WITH THE BEST PRACTICE. THE FINISHED WORK SHALL BE FIRM, WELL ANCHORED, IN TRUE ALIGNMENT, PLUMB, LEVEL, WITH SMOOTH CLEAN, UNIFORM APPEARANCE, WITHOUT WAVES, DISTORTIONS, HOLES, MARKS, CRACKS, STAINS, OR DISCOLORATION. JOINTING SHALL BE TIGHT FITTING, NEAT, AND WELL SCRIBED. THE FINISH WORK SHALL NOT HAVE EXPOSED UNSIGHTLY ANCHORS OR FASTENERS AND SHALL NOT PRESENT A HAZARDOUS OR UNSAFE CORNER. ALL WORK SHALL HAVE THE PROVISION FOR EXPANSION, CONTRACTION, AND SHRINKAGE AS NECESSARY TO PREVENT CRACKS, BUCKLING, AND WARPING DUE TO TEMPERATURE AND HUMIDITY CONDITIONS. xyxy=(638,589,1063,677)
electrical-note-item: 17. VERIFY MANUFACTURER'S EQUIPMENT SPECIFICATIONS AND ELECTRICAL REQUIREMENTS. xyxy=(1573,1065,1927,1086)
revision-desc: MEP BACKGROUND xyxy=(2098,1046,2174,1056)
general-note-item: 7. 'FURNISH' MEANS SUPPLY ONLY, FOR OTHERS TO PUT IN PLACE. xyxy=(158,242,462,253)
general-note-item xyxy=(638,963,1066,1011)
general-notes-list-1 xyxy=(158,78,634,1169)
title-block xyxy=(2076,0,2336,1540)
revision-row xyxy=(2076,1101,2336,1113)
general-note-text: 45. THE CONTRACTOR SHALL PROVIDE SCAFFOLDING, DUST BARRIERS, AND SIMILAR SYSTEMS REQUIRED FOR INSTALLATION OF NEW WORK. THE CONTRACTOR SHALL BE RESPONSIBLE FOR DESIGN, COORDINATION, AND EXECUTION OF CONSTRUCTION METHODS AND PROCEDURES AND PROVIDE PROTECTION AS REQUIRED FOR SAFETY OF TENANTS, PEDESTRIANS AND JOBSITE PERSONNEL. xyxy=(638,1017,1062,1066)
general-note-item: 12. DO NOT SCALE DRAWINGS - DIMENSIONS GOVERN. VERIFY DIMENSIONS WITH FIELD CONDITIONS. IF DISCREPANCIES ARE DISCOVERED BETWEEN FIELD CONDITIONS AND DRAWINGS OR BETWEEN INDIVIDUAL DRAWINGS, CONTACT THE ARCHITECT FOR RESOLUTION BEFORE PROCEEDING. xyxy=(158,332,633,363)
ceiling-note-item: 14. NEW LIGHT FIXTURES AND LAMPS SHALL MATCH BUILDING STANDARD, OR AS SPECIFIED. (SEE REFLECTED CEILING PLANS FOR LIGHT FIXTURE CALL-OUTS) xyxy=(1121,965,1544,986)
finish-note-item: 3. CARPET TO BE GLUED DOWN INSTALLATION U.O.N. xyxy=(1573,109,1815,120)
project-name: 6453 KAISER DRIVE xyxy=(2092,411,2321,438)
general-note-item: 1. THE CONTRACT DOCUMENTS INCLUDE THE WORKING DRAWINGS, ADDENDA, MODIFICATIONS, AND THE CONDITIONS OF THE CONSTRUCTION CONTRACT. xyxy=(158,77,620,98)
general-notes-column-3 xyxy=(1121,0,1563,1144)
ceiling-note-item: 4. ARCHITECTURAL REFLECTED CEILING PLAN SHALL GOVERN THE LOCATION OF ALL EXPOSED ITEMS. IDENTIFY AND BRING TO ARCHITECT'S ATTENTION ANY LOCATIONS SHOWN ON ARCHITECTS PLANS WHICH MAY CONFLICT WITH CODE. xyxy=(1121,681,1557,713)
general-note-item xyxy=(638,1177,1066,1215)
general-note-item xyxy=(638,890,1066,958)
general-note-item: 55. NEW AND EXISTING GYPSUM BOARD SHALL BE TAPED AND SANDED WITH NO VISIBLE JOINTS. SURFACES ARE TO BE FREE OF IMPERFECTIONS AND MARKINGS SUBJECT BLEED THROUGH, AND SHALL HAVE SMOOTH LEVEL 4 SURFACE READY TO RECEIVE SCHEDULED FINISH. WHERE DEEP TONE PAINT IS SCHEDULED, SKIM COAT FULL SURFACE OF SUBSTRATE. xyxy=(1121,147,1563,187)
general-note-subitem: F. ARCHITECTURAL ALUMINUM MANUFACTURER'S ASSOCIATION (AAMA) xyxy=(647,267,973,278)
revision-row xyxy=(2076,1056,2336,1067)
finish-note-item: 17. REPAIR AND REFINISH EXISTING SURFACES TO REMAIN TO MATCH NEW CONSTRUCTION AND FINISH U.O.N. xyxy=(1573,512,1915,533)
general-note-subitem: H. AMERICANS WITH DISABILITIES ACT xyxy=(647,169,822,181)
ceiling-note-item: 10. COMFORT BALANCE THE HVAC SYSTEM AND SUBMIT BALANCE REPORT PRIOR TO SUBSTANTIAL COMPLETION. xyxy=(1121,844,1510,865)
revision-row xyxy=(2076,1125,2336,1136)
general-note-subitem: A. TITLE 24 AND THE CALIFORNIA BUILDING CODE xyxy=(647,103,872,114)
general-note-text: 41. CONTRACTOR SHALL WAIVE 'COMMON PRACTICE' AND 'COMMON USAGE' AS CONSTRUCTION CRITERIA WHEREVER DETAILS AND CONTRACT DOCUMENTS OR GOVERNING CODES, ORDINANCES, ETC. REQUIRE GREATER QUANTITY OR BETTER QUALITY THAN COMMON PRACTICE OR COMMON USAGE WOULD REQUIRE. xyxy=(638,780,1061,820)
completion-item: C. A BINDER WITH OPERATION AND MAINTENANCE DATA AND WARRANTIES xyxy=(1130,482,1470,493)
general-note-text: 39. THE DRAWINGS SHOW ONLY SPECIAL CONDITIONS TO ASSIST THE CONTRACTOR; THEY DO NOT ILLUSTRATE EVERY SUCH CONDITION AND DETAIL. xyxy=(638,681,1053,702)
electrical-note-item: 11. ALL OUTLETS SHOWN BACK-TO-BACK IN PARTITIONS SHALL BE OFFSET ONE STUD BAY TO AVOID BACK-TO-BACK INSTALLATION. xyxy=(1573,932,1963,953)
title-block-rule xyxy=(2076,38,2336,42)
finish-note-item: 16. INSTALL WALL COVERING USING MANUFACTURER'S RECOMMENDED ADHESIVE. WALL COVERING SHALL BE CONTINUOUS BEHIND COUNTERTOPS, CHAIR RAILS, ETC. SEAMS SHALL BE TIGHT, NEAT, AND NOT LESS THAN 12" FROM CORNERS. DO NOT END WALL COVERING AT AN OUTSIDE CORNER. (NO WALL COVERING THIS PROJECT) xyxy=(1573,467,1967,507)
general-note-item xyxy=(638,1152,1066,1171)
finish-note-item: 13. PREPARE AND PAINT ALL EXPOSED ITEMS, INCLUDING COLUMNS, PANEL BOXES, CONDUITS, SURFACE RACEWAYS, DRAPERY POCKETS, ETC. TO MATCH ADJACENT PARTITION OR CEILING COLOR, U.O.N. xyxy=(1573,382,1955,412)
general-note-item xyxy=(638,498,1066,584)
general-note-subitem: L. WOODWORK INSTITUTE OF CALIFORNIA (WIC) xyxy=(647,324,866,335)
ceiling-note-item: 8. NEW DIFFUSERS, GRILLES, AND THERMOSTATS SHALL BE BUILDING STANDARD ITEMS, U.O.N. (MATCH EXISTING IF NOT SPECIFIED OTHERWISE. SUBMIT THESE ITEMS FOR ARCHITECT'S REVIEW AND APPROVAL BEFORE INSTALLING.) xyxy=(1121,783,1557,814)
efi-logo: efi xyxy=(2170,315,2227,375)
general-note-item: 30. CONTRACTOR SHALL FOLLOW MANUFACTURER'S RECOMMENDED SPECIFICATIONS AND INSTALLATION PROCEDURES. IF THESE ARE CONTRARY TO THE CONTRACT DOCUMENTS, CONTRACTOR SHALL NOTIFY THE ARCHITECT IN WRITING IMMEDIATELY TO RESOLVE DISCREPANCIES PRIOR TO PROCEEDING. xyxy=(158,1049,624,1089)
electrical-note-item: 10. NEW ELECTRICAL AND DATA WALL OUTLETS TO BE MOUNTED 18" A.F.F. TO THE CENTERLINE OF THE BOX, U.O.N. xyxy=(1573,906,1945,927)
general-note-item: 51. DIMENSIONS SHALL BE EXACT WITHIN 1/8" IN 10'-0" ALONG HEIGHT AND LENGTH OF PARTITIONS. CONTRACTOR SHALL NOT ADJUST DIMENSIONS MARKED 'CLEAR' WITHOUT REVIEW FROM ARCHITECT. xyxy=(1121,16,1562,47)
revision-no: 4 xyxy=(2080,1057,2085,1067)
general-note-item: 6. 'TENANT' MEANS EFI xyxy=(158,226,262,237)
ceiling-note-item: 3. CEILING CONTRACTOR SHALL OPEN AND CLOSE CEILING TO ELECTRICAL ROOM AND TELEPHONE CLOSET AND COORDINATE THE ELECTRICAL, SECURITY, AND TELECOMMUNICATIONS CONTRACTORS. xyxy=(1121,647,1518,678)
general-note-item: 31. EXERCISE EXTREME CARE AND PRECAUTION DURING CONSTRUCTION OF THE WORK TO MINIMIZE DISTURBANCES TO ADJACENT STRUCTURES AND THEIR OCCUPANTS, PROPERTY, PUBLIC THOROUGHFARES, ETC. CONTRACTOR SHALL TAKE PRECAUTIONS AND BE RESPONSIBLE FOR THE SAFETY OF ALL BUILDING OCCUPANTS FROM CONSTRUCTION PROCEDURES. xyxy=(158,1094,624,1135)
general-note-item: 4. 'ARCHITECT' xyxy=(158,192,225,204)
general-note-text: 36. ONLY NEW ITEMS OF RECENT MANUFACTURER, OF STANDARD QUALITY, FREE FROM DEFECTS, WILL BE PERMITTED IN THE WORK. REJECTED ITEMS SHALL BE REMOVED IMMEDIATELY FROM THE WORK AND REPLACED WITH ITEMS OF THE QUALITY SPECIFIED. FAILURE TO REMOVE REJECTED MATERIALS AND EQUIPMENT SHALL NOT RELIEVE THE CONTRACTOR FROM THE RESPONSIBILITY FOR QUALITY AND CHARACTER OF ITEMS USED, OR FROM ANY OTHER OBLIGATION IMPOSED ON HIM BY THE CONTRACT. xyxy=(638,432,1056,492)
general-note-item xyxy=(638,197,1066,335)
general-note-item: 60. GLAZING SEALANT SHALL BE COLOR BLACK, U.O.N. xyxy=(1121,292,1370,304)
general-note-subitem: D. AMERICAN CONCRETE INSTITUTE (ACI) xyxy=(647,247,837,259)
general-notes-column-1 xyxy=(158,0,634,1175)
general-note-item: 52. NEW PARTITIONS SHALL BE LOCATED ON CENTERLINE OF MULLION OR ALIGNED WITH COLUMN OR WALL, U.O.N. xyxy=(1121,50,1529,71)
general-note-item xyxy=(638,781,1066,819)
finish-electrical-column xyxy=(1573,0,2007,1209)
revisions-header-row xyxy=(2076,1033,2336,1044)
electrical-note-item: 9. PROVIDE CONDUIT FROM FLOOR DATAS RISER CLOSET TO TENANT'S TERMINAL BOARD LOCATION. SIZE AND ROUTING TO BE COORDINATE WITH PROJECT DATAS VENDOR. xyxy=(1573,871,1947,901)
general-note-text: 46. TRANSPORT, DELIVER, HANDLE, AND STORE MATERIALS AND EQUIPMENT AT THE JOBSITE IN SUCH A MANNER AS TO PREVENT DAMAGE. COMPLY WITH MATERIAL AND EQUIPMENT MANUFACTURERS' INSTRUCTIONS REGARDING ENVIRONMENTAL CONDITIONS WHICH ARE REQUIRED TO MAINTAIN THE ORIGINAL QUALITY OF MATERIALS AND EQUIPMENT. xyxy=(638,1071,1063,1111)
revision-row xyxy=(2076,1229,2336,1240)
general-note-item: 18. PATCH AND REPAIR ALL FIREPROOFING DAMAGED OR REMOVED DURING PERFORMANCE OF THE WORK. FIREPROOF NEW PENETRATIONS REQUIRED BY THE WORK AND EXISTING PENETRATIONS IN EXPOSED PLENUM AREAS. xyxy=(158,487,618,519)
